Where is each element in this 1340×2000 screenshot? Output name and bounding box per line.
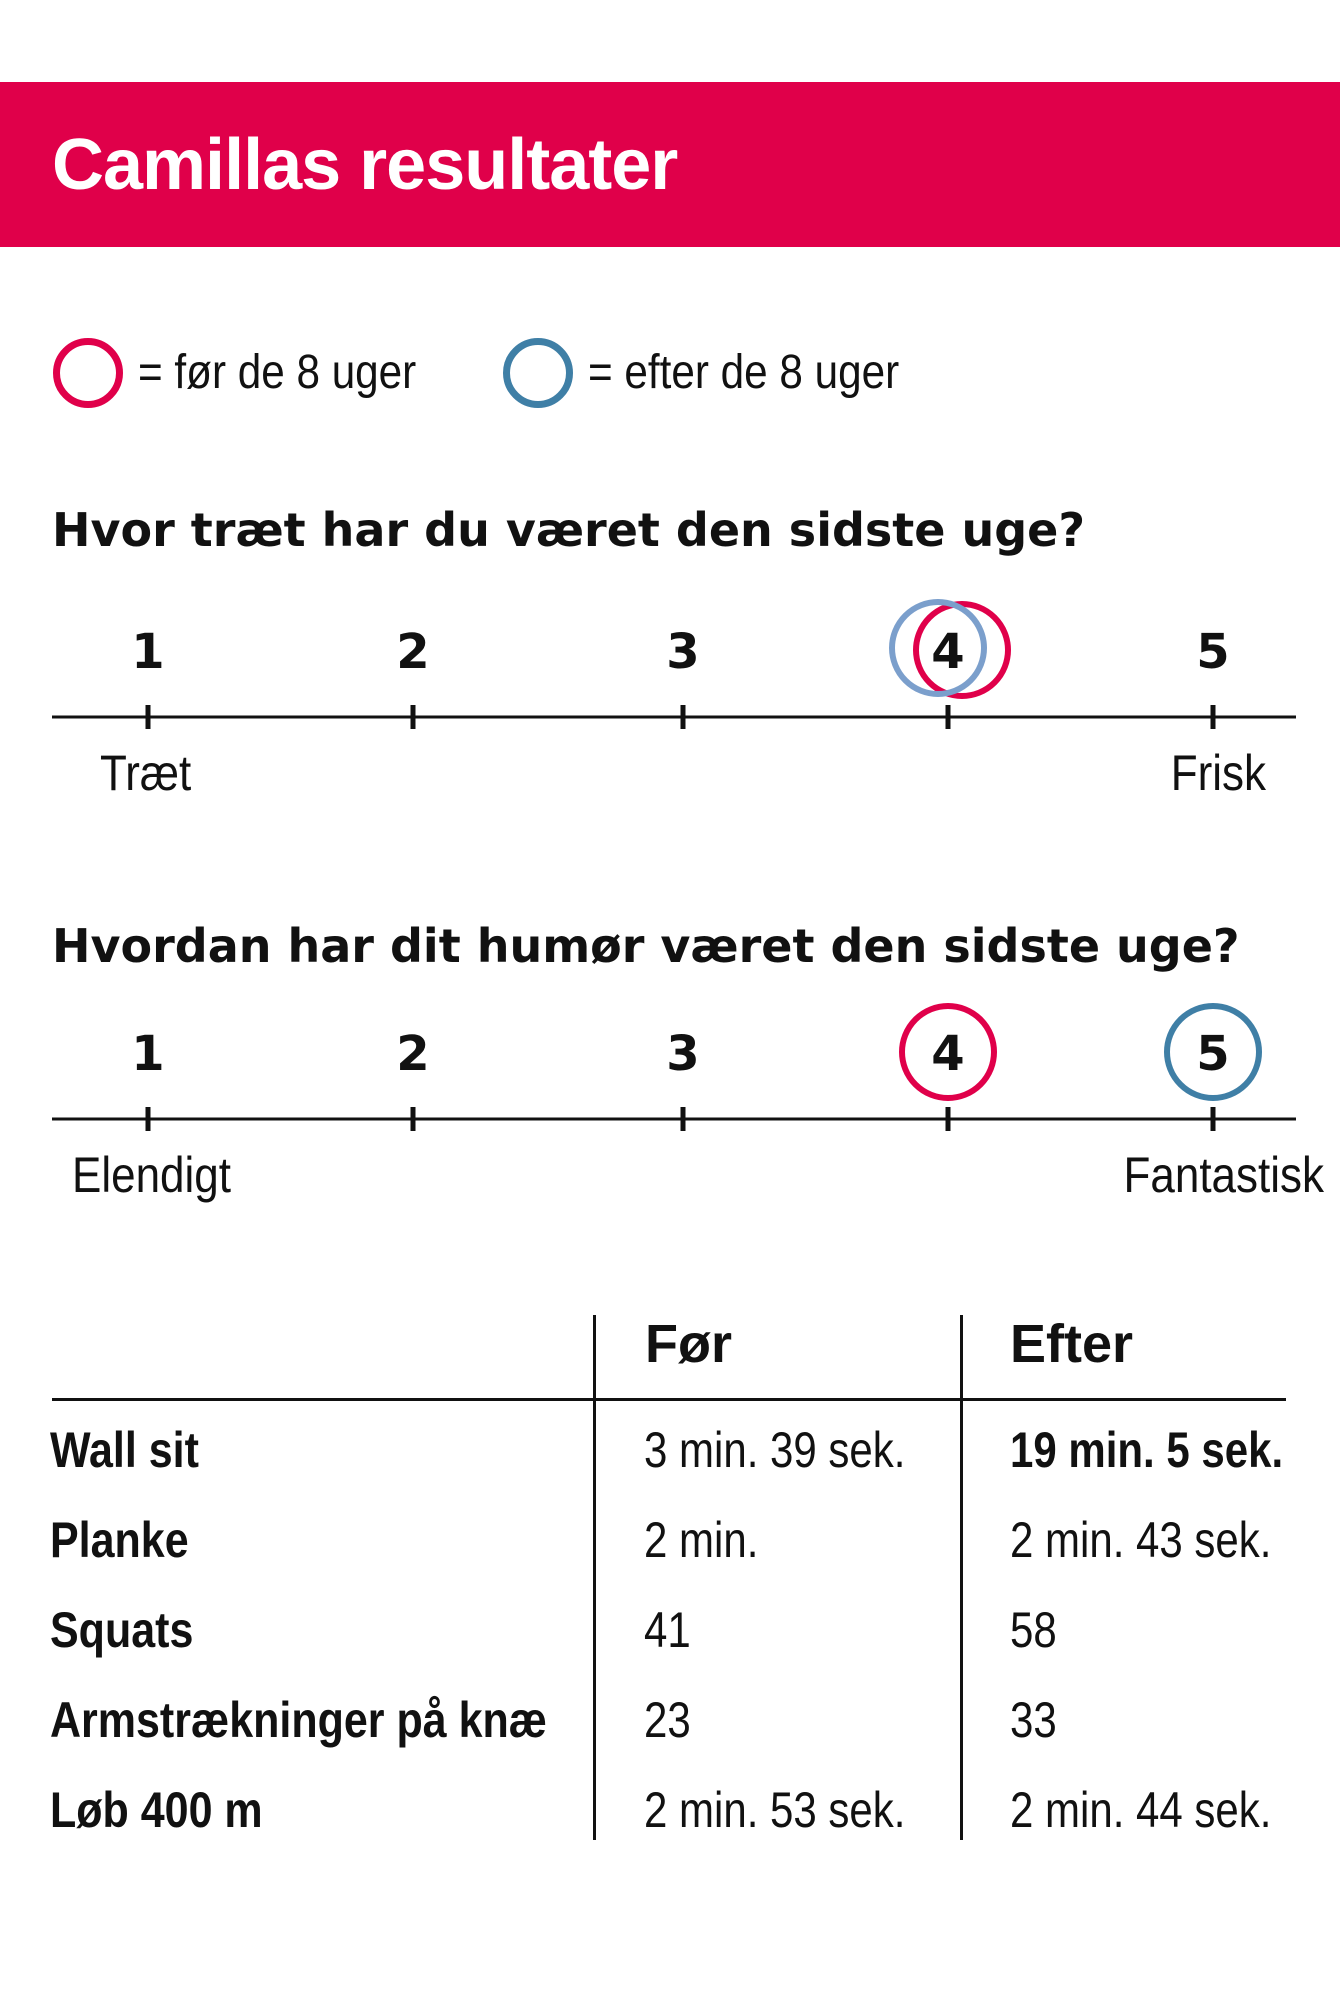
legend-after-ring-icon (503, 338, 573, 408)
scale-number: 2 (396, 624, 430, 680)
scale-max-label: Frisk (1170, 744, 1266, 801)
scale-number: 3 (666, 1026, 700, 1082)
legend-before-label: = før de 8 uger (138, 346, 417, 399)
scale-number: 4 (931, 1026, 965, 1082)
scale-min-label: Elendigt (72, 1146, 231, 1203)
scale-number: 3 (666, 624, 700, 680)
table-column-divider-1 (593, 1315, 596, 1840)
table-column-divider-2 (960, 1315, 963, 1840)
table-cell-after: 2 min. 44 sek. (1010, 1782, 1272, 1838)
scale-min-label: Træt (100, 744, 192, 801)
question-tired: Hvor træt har du været den sidste uge? (52, 503, 1086, 557)
scale-max-label: Fantastisk (1123, 1146, 1324, 1203)
scale-tired (0, 590, 1340, 860)
legend-before-ring-icon (53, 338, 123, 408)
table-cell-after: 2 min. 43 sek. (1010, 1512, 1272, 1568)
table-cell-before: 3 min. 39 sek. (644, 1422, 906, 1478)
table-row-label: Armstrækninger på knæ (50, 1692, 548, 1748)
scale-mood (0, 992, 1340, 1262)
legend-after-label: = efter de 8 uger (588, 346, 900, 399)
table-header-divider (52, 1398, 1286, 1401)
table-cell-after: 33 (1010, 1692, 1057, 1748)
scale-number: 2 (396, 1026, 430, 1082)
table-row-label: Løb 400 m (50, 1782, 263, 1838)
column-header-before: Før (645, 1314, 732, 1374)
table-cell-after: 58 (1010, 1602, 1057, 1658)
question-mood: Hvordan har dit humør været den sidste uge? (52, 919, 1240, 973)
scale-number: 5 (1196, 1026, 1230, 1082)
table-row-label: Squats (50, 1602, 194, 1658)
table-cell-after: 19 min. 5 sek. (1010, 1422, 1284, 1478)
table-row-label: Planke (50, 1512, 189, 1568)
page-title: Camillas resultater (52, 125, 678, 205)
scale-number: 1 (131, 624, 165, 680)
table-cell-before: 2 min. 53 sek. (644, 1782, 906, 1838)
table-row-label: Wall sit (50, 1422, 199, 1478)
scale-number: 5 (1196, 624, 1230, 680)
table-cell-before: 41 (644, 1602, 691, 1658)
table-cell-before: 23 (644, 1692, 691, 1748)
column-header-after: Efter (1010, 1314, 1134, 1374)
scale-number: 4 (931, 624, 965, 680)
table-cell-before: 2 min. (644, 1512, 759, 1568)
scale-number: 1 (131, 1026, 165, 1082)
